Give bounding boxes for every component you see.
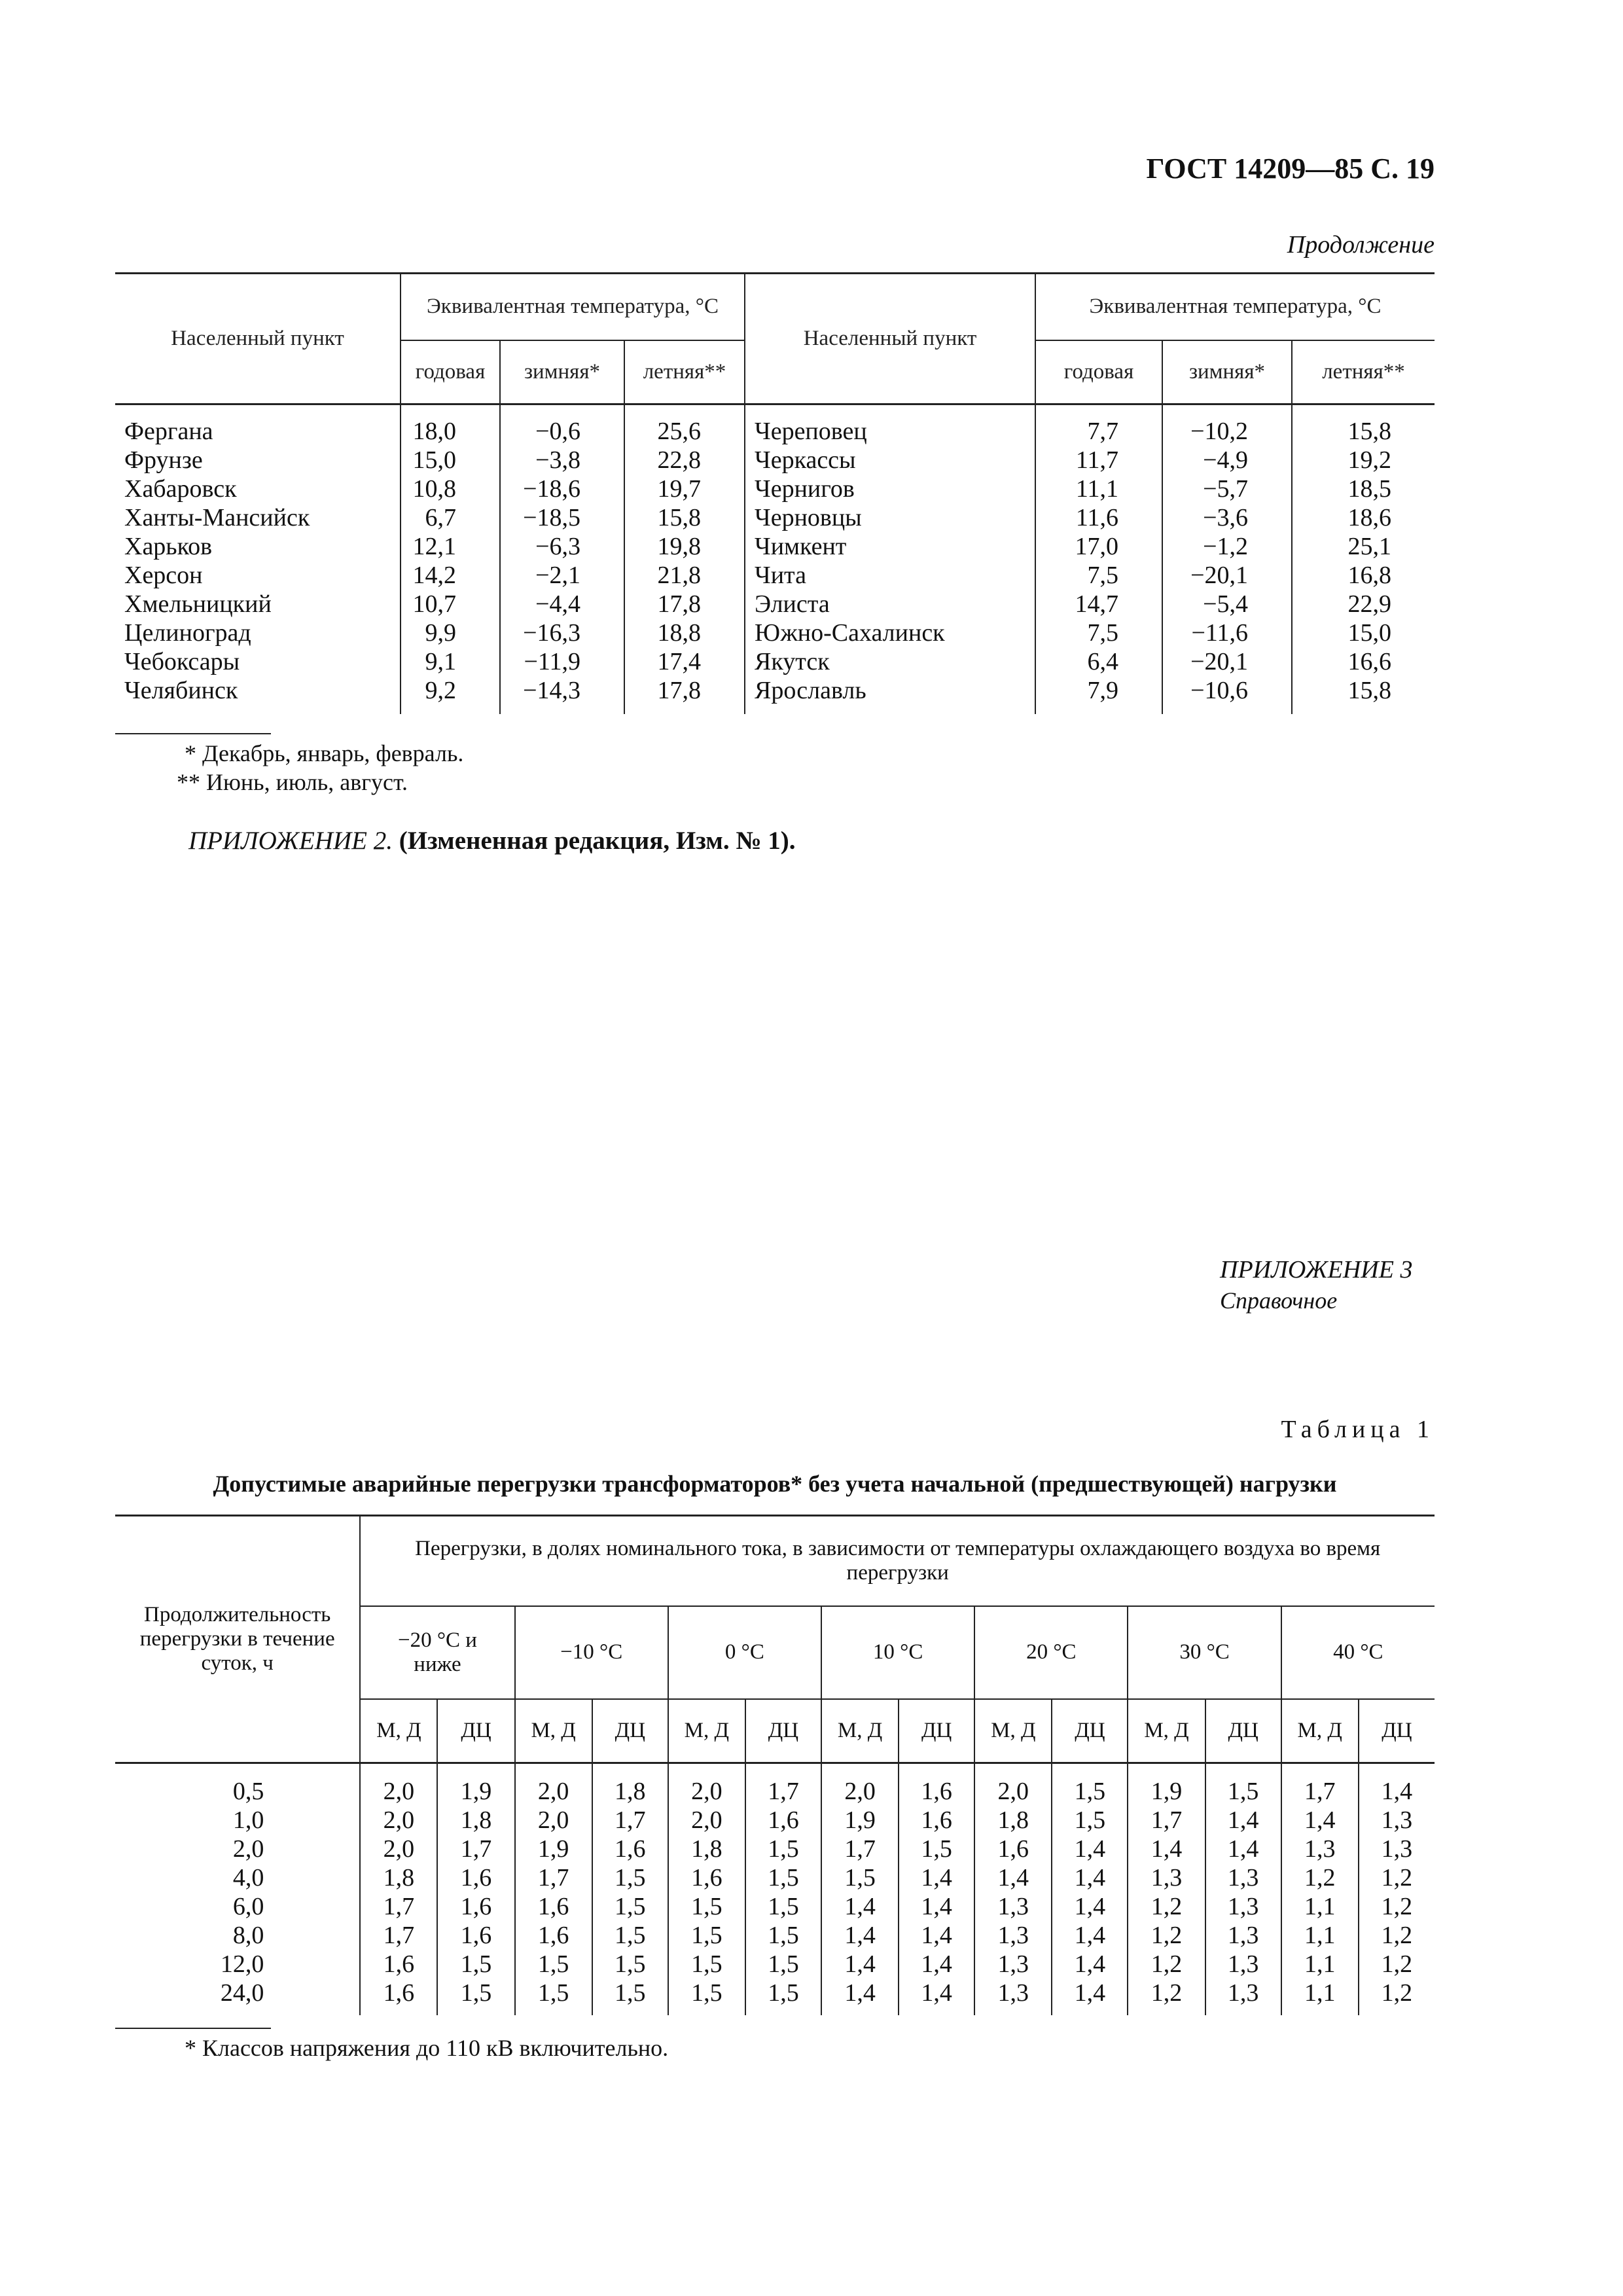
subheader-dc: ДЦ	[1359, 1699, 1435, 1763]
overload-md-value: 1,1	[1281, 1979, 1359, 2015]
overload-md-value: 1,1	[1281, 1921, 1359, 1950]
annual-value: 7,7	[1035, 404, 1162, 446]
overload-md-value: 1,5	[668, 1979, 745, 2015]
summer-value: 15,8	[1347, 418, 1391, 445]
overload-md-value: 1,8	[668, 1835, 745, 1863]
temperature-header: 40 °С	[1281, 1606, 1435, 1699]
overload-dc-value: 1,6	[899, 1763, 974, 1806]
subheader-md: М, Д	[974, 1699, 1052, 1763]
overload-md-value: 2,0	[515, 1763, 592, 1806]
overload-dc-value: 1,4	[1052, 1921, 1128, 1950]
overload-dc-value: 1,4	[899, 1863, 974, 1892]
overload-dc-value: 1,2	[1359, 1921, 1435, 1950]
winter-value: −2,1	[500, 561, 624, 590]
subheader-dc: ДЦ	[592, 1699, 668, 1763]
place-name: Череповец	[745, 404, 1035, 446]
table-row	[115, 503, 1435, 532]
overload-dc-value: 1,5	[1052, 1806, 1128, 1835]
summer-value: 18,8	[624, 619, 745, 647]
overload-md-value: 1,1	[1281, 1892, 1359, 1921]
place-name: Черновцы	[745, 503, 1035, 532]
overload-md-value: 1,4	[974, 1863, 1052, 1892]
annual-value: 6,4	[1035, 647, 1162, 676]
place-name: Ярославль	[745, 676, 1035, 714]
place-name: Чимкент	[745, 532, 1035, 561]
annual-value: 11,7	[1035, 446, 1162, 475]
duration-value: 0,5	[232, 1778, 264, 1805]
overload-md-value: 1,8	[360, 1863, 437, 1892]
summer-value: 22,8	[624, 446, 745, 475]
table-row	[115, 1979, 1435, 2015]
overload-md-value: 1,2	[1128, 1892, 1205, 1921]
table-row	[115, 619, 1435, 647]
table-row	[115, 590, 1435, 619]
summer-value: 19,7	[624, 475, 745, 503]
overload-md-value: 1,7	[1128, 1806, 1205, 1835]
winter-value: −5,7	[1162, 475, 1292, 503]
winter-value: −1,2	[1162, 532, 1292, 561]
place-name: Херсон	[115, 561, 401, 590]
overload-dc-value: 1,5	[1205, 1763, 1281, 1806]
summer-value: 17,4	[624, 647, 745, 676]
duration-value: 1,0	[232, 1806, 264, 1834]
table-row	[115, 446, 1435, 475]
annual-value: 9,1	[401, 647, 500, 676]
annual-value: 10,8	[401, 475, 500, 503]
overload-md-value: 1,6	[668, 1863, 745, 1892]
place-name: Чернигов	[745, 475, 1035, 503]
overload-table	[115, 1515, 1435, 2015]
overload-md-value: 1,3	[974, 1921, 1052, 1950]
overload-md-value: 1,6	[360, 1979, 437, 2015]
temperature-header: 0 °С	[668, 1606, 821, 1699]
overload-dc-value: 1,4	[1052, 1835, 1128, 1863]
subheader-md: М, Д	[515, 1699, 592, 1763]
overload-md-value: 1,5	[515, 1979, 592, 2015]
duration-value: 2,0	[232, 1835, 264, 1863]
summer-value: 25,1	[1347, 533, 1391, 560]
subheader-winter: зимняя*	[1162, 340, 1292, 404]
annual-value: 18,0	[401, 404, 500, 446]
duration-value: 4,0	[232, 1864, 264, 1892]
overload-md-value: 1,6	[360, 1950, 437, 1979]
table-row	[115, 475, 1435, 503]
winter-value: −18,5	[500, 503, 624, 532]
overload-dc-value: 1,2	[1359, 1863, 1435, 1892]
place-name: Хмельницкий	[115, 590, 401, 619]
overload-dc-value: 1,4	[899, 1892, 974, 1921]
annual-value: 7,5	[1035, 561, 1162, 590]
overload-dc-value: 1,4	[899, 1950, 974, 1979]
winter-value: −11,6	[1162, 619, 1292, 647]
overload-md-value: 1,9	[821, 1806, 899, 1835]
overload-md-value: 1,4	[1128, 1835, 1205, 1863]
overload-dc-value: 1,5	[745, 1950, 821, 1979]
subheader-winter: зимняя*	[500, 340, 624, 404]
winter-value: −11,9	[500, 647, 624, 676]
overload-dc-value: 1,5	[899, 1835, 974, 1863]
overload-dc-value: 1,8	[592, 1763, 668, 1806]
subheader-md: М, Д	[1128, 1699, 1205, 1763]
footnote-divider	[115, 733, 271, 734]
overload-md-value: 2,0	[668, 1763, 745, 1806]
summer-value: 16,8	[1347, 562, 1391, 589]
summer-value: 17,8	[624, 590, 745, 619]
summer-value: 25,6	[624, 404, 745, 446]
overload-dc-value: 1,2	[1359, 1950, 1435, 1979]
page-header: ГОСТ 14209—85 С. 19	[1146, 152, 1435, 185]
subheader-dc: ДЦ	[1052, 1699, 1128, 1763]
overload-md-value: 2,0	[360, 1806, 437, 1835]
footnote-summer: ** Июнь, июль, август.	[177, 769, 408, 795]
place-name: Хабаровск	[115, 475, 401, 503]
overload-dc-value: 1,5	[745, 1863, 821, 1892]
overload-md-value: 2,0	[821, 1763, 899, 1806]
footnote-winter: * Декабрь, январь, февраль.	[185, 740, 464, 766]
overload-dc-value: 1,5	[437, 1950, 514, 1979]
overload-md-value: 2,0	[974, 1763, 1052, 1806]
overload-md-value: 1,7	[360, 1892, 437, 1921]
annual-value: 11,6	[1035, 503, 1162, 532]
place-name: Харьков	[115, 532, 401, 561]
winter-value: −18,6	[500, 475, 624, 503]
overload-dc-value: 1,4	[899, 1921, 974, 1950]
header-overload: Перегрузки, в долях номинального тока, в зависимости от температуры охлаждающего воздуха во время перегрузки	[360, 1516, 1435, 1606]
place-name: Элиста	[745, 590, 1035, 619]
header-equiv-right: Эквивалентная температура, °С	[1035, 274, 1435, 340]
winter-value: −0,6	[500, 404, 624, 446]
overload-dc-value: 1,8	[437, 1806, 514, 1835]
overload-md-value: 1,2	[1281, 1863, 1359, 1892]
summer-value: 22,9	[1347, 590, 1391, 618]
overload-dc-value: 1,3	[1359, 1835, 1435, 1863]
summer-value: 15,8	[624, 503, 745, 532]
overload-dc-value: 1,4	[1205, 1806, 1281, 1835]
winter-value: −3,8	[500, 446, 624, 475]
overload-dc-value: 1,5	[592, 1892, 668, 1921]
place-name: Якутск	[745, 647, 1035, 676]
summer-value: 15,8	[1347, 677, 1391, 704]
subheader-summer: летняя**	[1292, 340, 1435, 404]
overload-dc-value: 1,5	[592, 1979, 668, 2015]
table-row	[115, 1892, 1435, 1921]
winter-value: −6,3	[500, 532, 624, 561]
subheader-dc: ДЦ	[745, 1699, 821, 1763]
overload-dc-value: 1,3	[1205, 1921, 1281, 1950]
appendix2-note	[188, 826, 796, 855]
overload-md-value: 1,5	[668, 1921, 745, 1950]
overload-dc-value: 1,5	[745, 1892, 821, 1921]
subheader-annual: годовая	[1035, 340, 1162, 404]
winter-value: −14,3	[500, 676, 624, 714]
overload-dc-value: 1,5	[592, 1863, 668, 1892]
overload-md-value: 1,4	[821, 1950, 899, 1979]
overload-md-value: 1,8	[974, 1806, 1052, 1835]
duration-value: 6,0	[232, 1893, 264, 1920]
subheader-dc: ДЦ	[437, 1699, 514, 1763]
overload-md-value: 1,1	[1281, 1950, 1359, 1979]
annual-value: 7,5	[1035, 619, 1162, 647]
overload-dc-value: 1,3	[1359, 1806, 1435, 1835]
table-row	[115, 1763, 1435, 1806]
overload-dc-value: 1,6	[437, 1892, 514, 1921]
annual-value: 11,1	[1035, 475, 1162, 503]
table-row	[115, 1806, 1435, 1835]
table-title: Допустимые аварийные перегрузки трансформаторов* без учета начальной (предшествующей) нагрузки	[213, 1471, 1337, 1497]
overload-md-value: 2,0	[360, 1835, 437, 1863]
header-duration	[115, 1516, 360, 1763]
overload-md-value: 1,4	[821, 1921, 899, 1950]
table-row	[115, 532, 1435, 561]
overload-md-value: 1,9	[1128, 1763, 1205, 1806]
winter-value: −20,1	[1162, 647, 1292, 676]
place-name: Чита	[745, 561, 1035, 590]
overload-dc-value: 1,2	[1359, 1979, 1435, 2015]
overload-md-value: 1,2	[1128, 1979, 1205, 2015]
overload-md-value: 1,6	[515, 1921, 592, 1950]
header-place-left: Населенный пункт	[115, 274, 401, 404]
overload-dc-value: 1,7	[745, 1763, 821, 1806]
annual-value: 9,9	[401, 619, 500, 647]
place-name: Ханты-Мансийск	[115, 503, 401, 532]
header-equiv-left: Эквивалентная температура, °С	[401, 274, 745, 340]
overload-dc-value: 1,2	[1359, 1892, 1435, 1921]
table-row	[115, 647, 1435, 676]
winter-value: −10,6	[1162, 676, 1292, 714]
table-row	[115, 1835, 1435, 1863]
winter-value: −16,3	[500, 619, 624, 647]
table-row	[115, 1863, 1435, 1892]
winter-value: −3,6	[1162, 503, 1292, 532]
place-name: Фергана	[115, 404, 401, 446]
overload-md-value: 1,5	[668, 1892, 745, 1921]
winter-value: −5,4	[1162, 590, 1292, 619]
overload-md-value: 1,3	[974, 1892, 1052, 1921]
overload-dc-value: 1,4	[1052, 1892, 1128, 1921]
overload-md-value: 1,2	[1128, 1950, 1205, 1979]
annual-value: 17,0	[1035, 532, 1162, 561]
temperature-header: 30 °С	[1128, 1606, 1281, 1699]
temperature-header: 20 °С	[974, 1606, 1128, 1699]
appendix2-label: ПРИЛОЖЕНИЕ 2.	[188, 827, 393, 855]
overload-md-value: 1,6	[974, 1835, 1052, 1863]
subheader-md: М, Д	[360, 1699, 437, 1763]
subheader-md: М, Д	[1281, 1699, 1359, 1763]
overload-dc-value: 1,5	[592, 1921, 668, 1950]
overload-dc-value: 1,4	[1052, 1863, 1128, 1892]
overload-dc-value: 1,4	[1052, 1950, 1128, 1979]
overload-md-value: 1,3	[974, 1950, 1052, 1979]
appendix3-subtitle: Справочное	[1220, 1287, 1338, 1314]
equivalent-temperature-table	[115, 272, 1435, 714]
overload-dc-value: 1,6	[437, 1921, 514, 1950]
temperature-header: −10 °С	[515, 1606, 668, 1699]
summer-value: 19,2	[1347, 446, 1391, 474]
overload-md-value: 1,7	[1281, 1763, 1359, 1806]
summer-value: 17,8	[624, 676, 745, 714]
overload-dc-value: 1,5	[592, 1950, 668, 1979]
overload-dc-value: 1,6	[592, 1835, 668, 1863]
overload-md-value: 1,4	[821, 1979, 899, 2015]
overload-dc-value: 1,9	[437, 1763, 514, 1806]
annual-value: 10,7	[401, 590, 500, 619]
overload-dc-value: 1,5	[745, 1921, 821, 1950]
appendix3-title: ПРИЛОЖЕНИЕ 3	[1220, 1256, 1413, 1283]
overload-dc-value: 1,5	[745, 1835, 821, 1863]
overload-md-value: 1,3	[1281, 1835, 1359, 1863]
overload-dc-value: 1,5	[745, 1979, 821, 2015]
place-name: Чебоксары	[115, 647, 401, 676]
place-name: Целиноград	[115, 619, 401, 647]
overload-md-value: 1,7	[515, 1863, 592, 1892]
overload-md-value: 1,5	[668, 1950, 745, 1979]
overload-md-value: 1,3	[974, 1979, 1052, 2015]
table-row	[115, 404, 1435, 446]
table-row	[115, 1950, 1435, 1979]
overload-dc-value: 1,7	[592, 1806, 668, 1835]
table-row	[115, 1921, 1435, 1950]
overload-dc-value: 1,7	[437, 1835, 514, 1863]
subheader-dc: ДЦ	[899, 1699, 974, 1763]
winter-value: −4,4	[500, 590, 624, 619]
overload-dc-value: 1,6	[899, 1806, 974, 1835]
overload-md-value: 1,4	[1281, 1806, 1359, 1835]
overload-dc-value: 1,5	[437, 1979, 514, 2015]
table-row	[115, 561, 1435, 590]
winter-value: −20,1	[1162, 561, 1292, 590]
annual-value: 6,7	[401, 503, 500, 532]
summer-value: 19,8	[624, 532, 745, 561]
annual-value: 14,7	[1035, 590, 1162, 619]
annual-value: 9,2	[401, 676, 500, 714]
duration-value: 12,0	[220, 1950, 264, 1978]
place-name: Фрунзе	[115, 446, 401, 475]
overload-dc-value: 1,5	[1052, 1763, 1128, 1806]
subheader-md: М, Д	[821, 1699, 899, 1763]
annual-value: 12,1	[401, 532, 500, 561]
summer-value: 18,5	[1347, 475, 1391, 503]
summer-value: 16,6	[1347, 648, 1391, 675]
summer-value: 15,0	[1347, 619, 1391, 647]
annual-value: 7,9	[1035, 676, 1162, 714]
footnote-voltage: * Классов напряжения до 110 кВ включительно.	[185, 2035, 669, 2061]
place-name: Челябинск	[115, 676, 401, 714]
temperature-header: 10 °С	[821, 1606, 974, 1699]
footnote-divider-2	[115, 2028, 271, 2029]
overload-md-value: 2,0	[515, 1806, 592, 1835]
overload-dc-value: 1,3	[1205, 1892, 1281, 1921]
overload-md-value: 2,0	[360, 1763, 437, 1806]
subheader-md: М, Д	[668, 1699, 745, 1763]
appendix2-edition: (Измененная редакция, Изм. № 1).	[399, 827, 796, 855]
overload-dc-value: 1,6	[437, 1863, 514, 1892]
continuation-label: Продолжение	[1287, 231, 1435, 259]
place-name: Черкассы	[745, 446, 1035, 475]
overload-dc-value: 1,4	[899, 1979, 974, 2015]
overload-md-value: 1,7	[360, 1921, 437, 1950]
overload-dc-value: 1,4	[1205, 1835, 1281, 1863]
overload-md-value: 2,0	[668, 1806, 745, 1835]
overload-md-value: 1,4	[821, 1892, 899, 1921]
overload-md-value: 1,3	[1128, 1863, 1205, 1892]
overload-dc-value: 1,4	[1359, 1763, 1435, 1806]
overload-dc-value: 1,4	[1052, 1979, 1128, 2015]
duration-value: 24,0	[220, 1979, 264, 2007]
subheader-annual: годовая	[401, 340, 500, 404]
winter-value: −10,2	[1162, 404, 1292, 446]
subheader-dc: ДЦ	[1205, 1699, 1281, 1763]
annual-value: 14,2	[401, 561, 500, 590]
overload-dc-value: 1,3	[1205, 1863, 1281, 1892]
table-row	[115, 676, 1435, 714]
place-name: Южно-Сахалинск	[745, 619, 1035, 647]
overload-md-value: 1,9	[515, 1835, 592, 1863]
annual-value: 15,0	[401, 446, 500, 475]
summer-value: 21,8	[624, 561, 745, 590]
overload-dc-value: 1,3	[1205, 1950, 1281, 1979]
overload-md-value: 1,5	[515, 1950, 592, 1979]
header-place-right: Населенный пункт	[745, 274, 1035, 404]
table-label: Таблица 1	[1281, 1416, 1435, 1443]
temperature-header: −20 °С и ниже	[360, 1606, 514, 1699]
winter-value: −4,9	[1162, 446, 1292, 475]
subheader-summer: летняя**	[624, 340, 745, 404]
overload-dc-value: 1,6	[745, 1806, 821, 1835]
summer-value: 18,6	[1347, 504, 1391, 531]
overload-md-value: 1,6	[515, 1892, 592, 1921]
overload-md-value: 1,5	[821, 1863, 899, 1892]
header-duration-text: Продолжительность перегрузки в течение суток, ч	[139, 1603, 335, 1675]
overload-md-value: 1,7	[821, 1835, 899, 1863]
overload-md-value: 1,2	[1128, 1921, 1205, 1950]
overload-dc-value: 1,3	[1205, 1979, 1281, 2015]
duration-value: 8,0	[232, 1922, 264, 1949]
